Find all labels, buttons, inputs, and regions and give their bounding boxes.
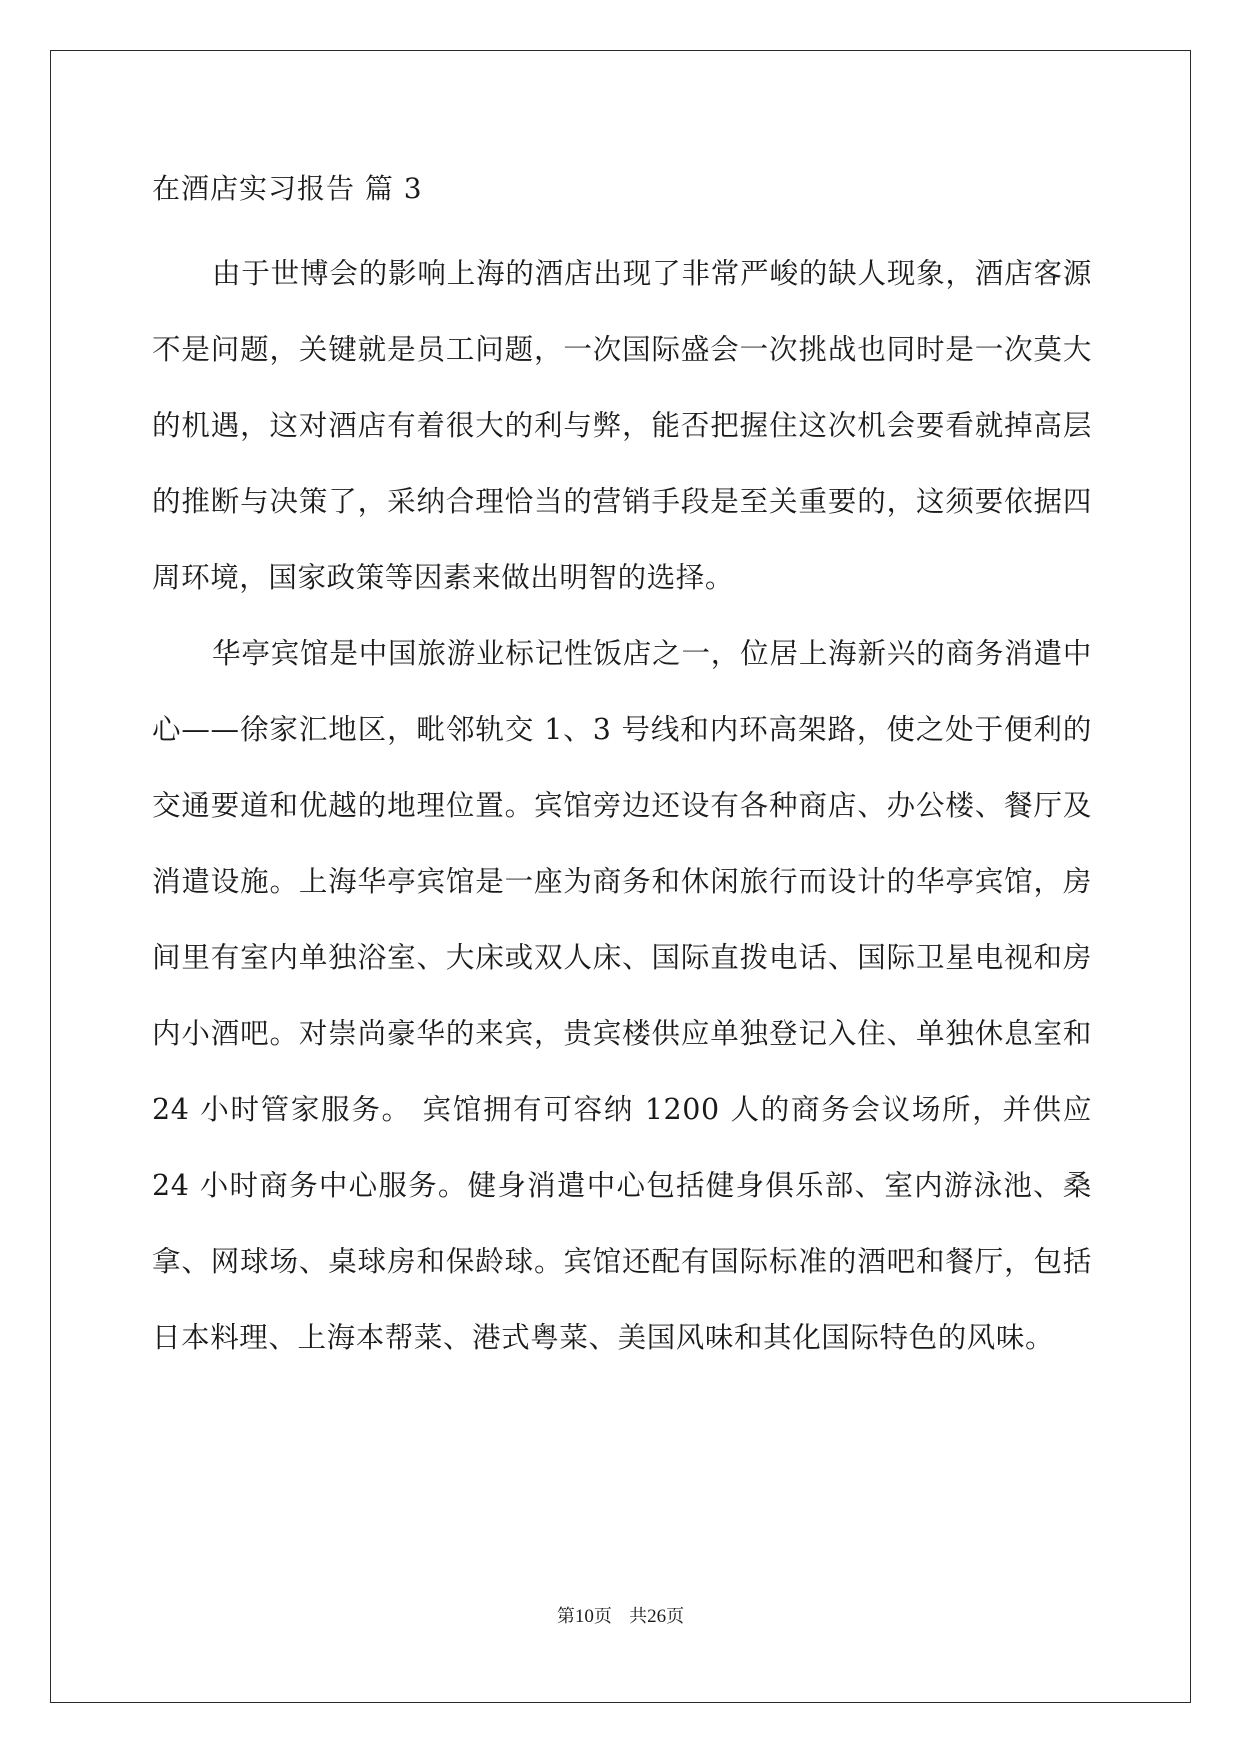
page-number-current: 10 <box>574 1606 594 1627</box>
page-number-prefix: 第 <box>556 1606 575 1627</box>
page-number-total: 26 <box>647 1606 667 1627</box>
page-number-suffix: 页 <box>593 1606 612 1627</box>
paragraph-1: 由于世博会的影响上海的酒店出现了非常严峻的缺人现象，酒店客源不是问题，关键就是员工问题，一次国际盛会一次挑战也同时是一次莫大的机遇，这对酒店有着很大的利与弊，能否把握住这次机会要看就掉高层的推断与决策了，采纳合理恰当的营销手段是至关重要的，这须要依据四周环境，国家政策等因素来做出明智的选择。 <box>152 257 1092 594</box>
page-footer <box>0 1602 1241 1632</box>
page-total-prefix: 共 <box>629 1606 648 1627</box>
section-heading: 在酒店实习报告 篇 3 <box>152 172 423 205</box>
paragraph-2: 华亭宾馆是中国旅游业标记性饭店之一，位居上海新兴的商务消遣中心——徐家汇地区，毗邻轨交 1、3 号线和内环高架路，使之处于便利的交通要道和优越的地理位置。宾馆旁边还设有各种商店、办公楼、餐厅及消遣设施。上海华亭宾馆是一座为商务和休闲旅行而设计的华亭宾馆，房间里有室内单独浴室、大床或双人床、国际直拨电话、国际卫星电视和房内小酒吧。对崇尚豪华的来宾，贵宾楼供应单独登记入住、单独休息室和 24 小时管家服务。 宾馆拥有可容纳 1200 人的商务会议场所，并供应 24 小时商务中心服务。健身消遣中心包括健身俱乐部、室内游泳池、桑拿、网球场、桌球房和保龄球。宾馆还配有国际标准的酒吧和餐厅，包括日本料理、上海本帮菜、港式粤菜、美国风味和其化国际特色的风味。 <box>152 637 1092 1354</box>
page-total-suffix: 页 <box>666 1606 685 1627</box>
document-body <box>152 160 1092 1376</box>
